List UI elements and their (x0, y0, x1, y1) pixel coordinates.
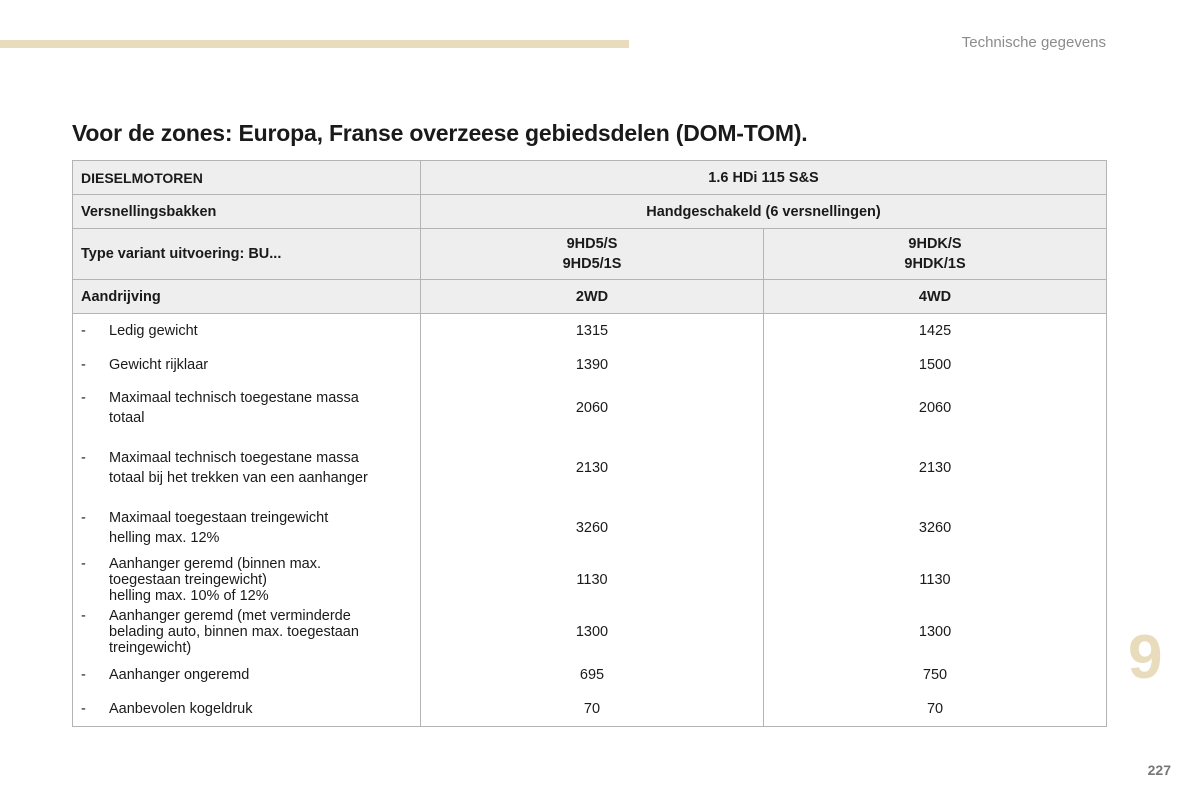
bullet-dash: - (81, 666, 86, 683)
table-row (73, 658, 1107, 692)
variant-label: Type variant uitvoering: BU... (73, 229, 421, 280)
gearbox-label: Versnellingsbakken (73, 195, 421, 229)
value-2wd: 3260 (421, 502, 764, 554)
row-label: Gewicht rijklaar (109, 356, 209, 373)
value-2wd: 70 (421, 692, 764, 727)
table-row (73, 554, 1107, 606)
drive-value-4wd: 4WD (764, 280, 1107, 314)
row-label-cell (73, 606, 421, 658)
page-number: 227 (1147, 762, 1171, 778)
bullet-dash: - (81, 356, 86, 373)
gearbox-row (73, 195, 1107, 229)
bullet-dash: - (81, 700, 86, 717)
value-2wd: 695 (421, 658, 764, 692)
bullet-dash: - (81, 555, 86, 572)
row-label: Aanbevolen kogeldruk (109, 700, 253, 717)
value-4wd: 70 (764, 692, 1107, 727)
value-4wd: 1300 (764, 606, 1107, 658)
value-4wd: 1425 (764, 314, 1107, 348)
engine-row (73, 161, 1107, 195)
bullet-dash: - (81, 607, 86, 624)
table-row (73, 502, 1107, 554)
value-4wd: 2130 (764, 434, 1107, 502)
value-4wd: 750 (764, 658, 1107, 692)
bullet-dash: - (81, 449, 86, 466)
value-2wd: 1390 (421, 348, 764, 382)
engine-value: 1.6 HDi 115 S&S (421, 161, 1107, 195)
row-label-cell (73, 382, 421, 434)
value-2wd: 2130 (421, 434, 764, 502)
header-accent-bar (0, 40, 629, 48)
row-label-cell (73, 658, 421, 692)
value-4wd: 3260 (764, 502, 1107, 554)
table-row (73, 348, 1107, 382)
bullet-dash: - (81, 509, 86, 526)
value-2wd: 1315 (421, 314, 764, 348)
table-row (73, 434, 1107, 502)
drive-label: Aandrijving (73, 280, 421, 314)
bullet-dash: - (81, 389, 86, 406)
chapter-number: 9 (1128, 623, 1163, 692)
value-4wd: 2060 (764, 382, 1107, 434)
variant-value-4wd: 9HDK/S 9HDK/1S (764, 229, 1107, 280)
row-label-cell (73, 314, 421, 348)
table-row (73, 606, 1107, 658)
row-label: Ledig gewicht (109, 322, 198, 339)
table-row (73, 314, 1107, 348)
row-label-cell (73, 502, 421, 554)
row-label: Maximaal toegestaan treingewicht helling max. 12% (109, 509, 329, 546)
value-2wd: 2060 (421, 382, 764, 434)
drive-value-2wd: 2WD (421, 280, 764, 314)
value-2wd: 1300 (421, 606, 764, 658)
value-2wd: 1130 (421, 554, 764, 606)
gearbox-value: Handgeschakeld (6 versnellingen) (421, 195, 1107, 229)
bullet-dash: - (81, 322, 86, 339)
table-row (73, 692, 1107, 727)
row-label: Maximaal technisch toegestane massa totaal bij het trekken van een aanhanger (109, 449, 368, 486)
drive-row (73, 280, 1107, 314)
table-row (73, 382, 1107, 434)
row-label-cell (73, 348, 421, 382)
value-4wd: 1500 (764, 348, 1107, 382)
specifications-table (72, 160, 1107, 727)
row-label: Aanhanger geremd (met verminderde belading auto, binnen max. toegestaan treingewicht) (109, 607, 359, 656)
variant-value-2wd: 9HD5/S 9HD5/1S (421, 229, 764, 280)
engine-label: DIESELMOTOREN (73, 161, 421, 195)
section-label: Technische gegevens (961, 34, 1106, 51)
row-label: Maximaal technisch toegestane massa totaal (109, 389, 359, 426)
row-label: Aanhanger ongeremd (109, 666, 250, 683)
variant-row (73, 229, 1107, 280)
row-label-cell (73, 554, 421, 606)
row-label: Aanhanger geremd (binnen max. toegestaan treingewicht) helling max. 10% of 12% (109, 555, 321, 604)
page-heading: Voor de zones: Europa, Franse overzeese gebiedsdelen (DOM-TOM). (72, 120, 808, 146)
row-label-cell (73, 692, 421, 727)
value-4wd: 1130 (764, 554, 1107, 606)
row-label-cell (73, 434, 421, 502)
